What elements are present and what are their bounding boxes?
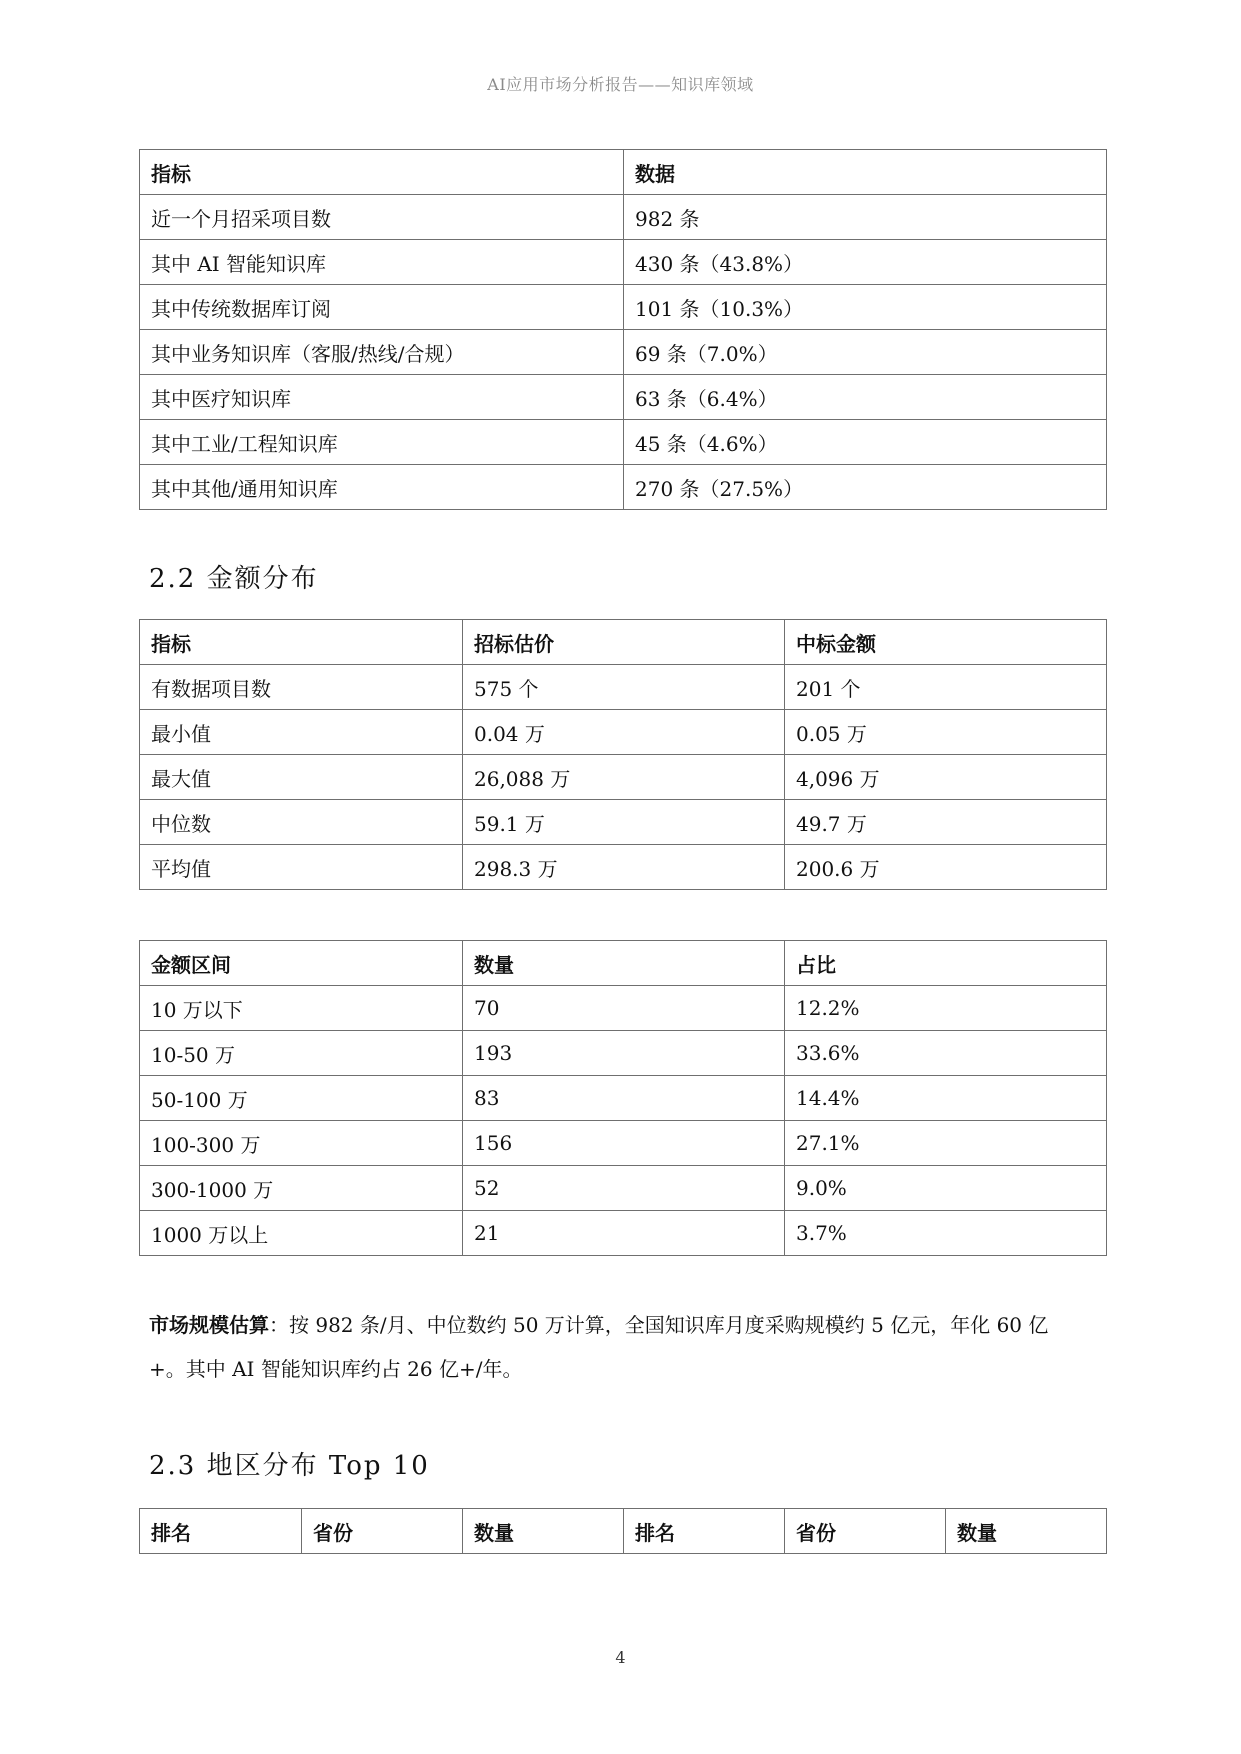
column-header: 指标 [140, 150, 624, 195]
table-cell: 100-300 万 [140, 1121, 463, 1166]
table-cell: 其中业务知识库（客服/热线/合规） [140, 330, 624, 375]
table-cell: 最小值 [140, 710, 463, 755]
column-header: 招标估价 [463, 620, 785, 665]
table-cell: 4,096 万 [785, 755, 1107, 800]
table-cell: 300-1000 万 [140, 1166, 463, 1211]
table-cell: 83 [463, 1076, 785, 1121]
column-header: 数量 [463, 1509, 624, 1554]
table-cell: 49.7 万 [785, 800, 1107, 845]
table-row [140, 1211, 1107, 1256]
table-row [140, 800, 1107, 845]
table-row [140, 1166, 1107, 1211]
table-row [140, 465, 1107, 510]
table-row [140, 986, 1107, 1031]
column-header: 数量 [946, 1509, 1107, 1554]
table-cell: 982 条 [624, 195, 1107, 240]
table-cell: 10 万以下 [140, 986, 463, 1031]
table-cell: 0.04 万 [463, 710, 785, 755]
table-cell: 33.6% [785, 1031, 1107, 1076]
table-cell: 近一个月招采项目数 [140, 195, 624, 240]
table-cell: 中位数 [140, 800, 463, 845]
section-heading: 2.2 金额分布 [149, 564, 319, 594]
table-row [140, 420, 1107, 465]
table-cell: 26,088 万 [463, 755, 785, 800]
column-header: 数据 [624, 150, 1107, 195]
table-row [140, 755, 1107, 800]
table-row [140, 330, 1107, 375]
table-cell: 有数据项目数 [140, 665, 463, 710]
column-header: 排名 [140, 1509, 302, 1554]
table-cell: 575 个 [463, 665, 785, 710]
table-cell: 9.0% [785, 1166, 1107, 1211]
table-cell: 0.05 万 [785, 710, 1107, 755]
table-cell: 101 条（10.3%） [624, 285, 1107, 330]
table-cell: 69 条（7.0%） [624, 330, 1107, 375]
table-cell: 1000 万以上 [140, 1211, 463, 1256]
table-row [140, 285, 1107, 330]
table-cell: 45 条（4.6%） [624, 420, 1107, 465]
page-header: AI应用市场分析报告——知识库领域 [487, 75, 754, 94]
column-header: 金额区间 [140, 941, 463, 986]
table-row [140, 1076, 1107, 1121]
table-row [140, 1031, 1107, 1076]
table-row [140, 240, 1107, 285]
column-header: 中标金额 [785, 620, 1107, 665]
table-cell: 10-50 万 [140, 1031, 463, 1076]
project-count-table [139, 149, 1107, 510]
table-cell: 21 [463, 1211, 785, 1256]
table-cell: 270 条（27.5%） [624, 465, 1107, 510]
table-cell: 其中工业/工程知识库 [140, 420, 624, 465]
table-cell: 52 [463, 1166, 785, 1211]
column-header: 省份 [302, 1509, 463, 1554]
table-cell: 14.4% [785, 1076, 1107, 1121]
table-cell: 193 [463, 1031, 785, 1076]
table-cell: 63 条（6.4%） [624, 375, 1107, 420]
table-header-row [140, 620, 1107, 665]
column-header: 排名 [624, 1509, 785, 1554]
table-cell: 200.6 万 [785, 845, 1107, 890]
table-cell: 12.2% [785, 986, 1107, 1031]
table-row [140, 845, 1107, 890]
market-size-label: 市场规模估算 [149, 1313, 269, 1337]
column-header: 省份 [785, 1509, 946, 1554]
table-row [140, 710, 1107, 755]
page-number: 4 [615, 1648, 626, 1667]
table-cell: 3.7% [785, 1211, 1107, 1256]
table-header-row [140, 150, 1107, 195]
table-cell: 59.1 万 [463, 800, 785, 845]
table-cell: 156 [463, 1121, 785, 1166]
table-header-row [140, 1509, 1107, 1554]
table-cell: 最大值 [140, 755, 463, 800]
table-cell: 其中传统数据库订阅 [140, 285, 624, 330]
table-cell: 27.1% [785, 1121, 1107, 1166]
table-cell: 其中医疗知识库 [140, 375, 624, 420]
table-row [140, 195, 1107, 240]
market-size-text: ：按 982 条/月、中位数约 50 万计算，全国知识库月度采购规模约 5 亿元，年化 60 亿+。其中 AI 智能知识库约占 26 亿+/年。 [149, 1313, 1049, 1381]
table-cell: 298.3 万 [463, 845, 785, 890]
column-header: 数量 [463, 941, 785, 986]
table-row [140, 665, 1107, 710]
table-cell: 70 [463, 986, 785, 1031]
section-heading: 2.3 地区分布 Top 10 [149, 1451, 430, 1481]
table-cell: 其中其他/通用知识库 [140, 465, 624, 510]
table-cell: 50-100 万 [140, 1076, 463, 1121]
table-cell: 430 条（43.8%） [624, 240, 1107, 285]
table-cell: 201 个 [785, 665, 1107, 710]
market-size-paragraph [149, 1303, 1079, 1391]
table-cell: 其中 AI 智能知识库 [140, 240, 624, 285]
amount-stats-table [139, 619, 1107, 890]
region-top10-table [139, 1508, 1107, 1554]
table-header-row [140, 941, 1107, 986]
table-row [140, 1121, 1107, 1166]
column-header: 指标 [140, 620, 463, 665]
table-row [140, 375, 1107, 420]
amount-range-table [139, 940, 1107, 1256]
column-header: 占比 [785, 941, 1107, 986]
table-cell: 平均值 [140, 845, 463, 890]
